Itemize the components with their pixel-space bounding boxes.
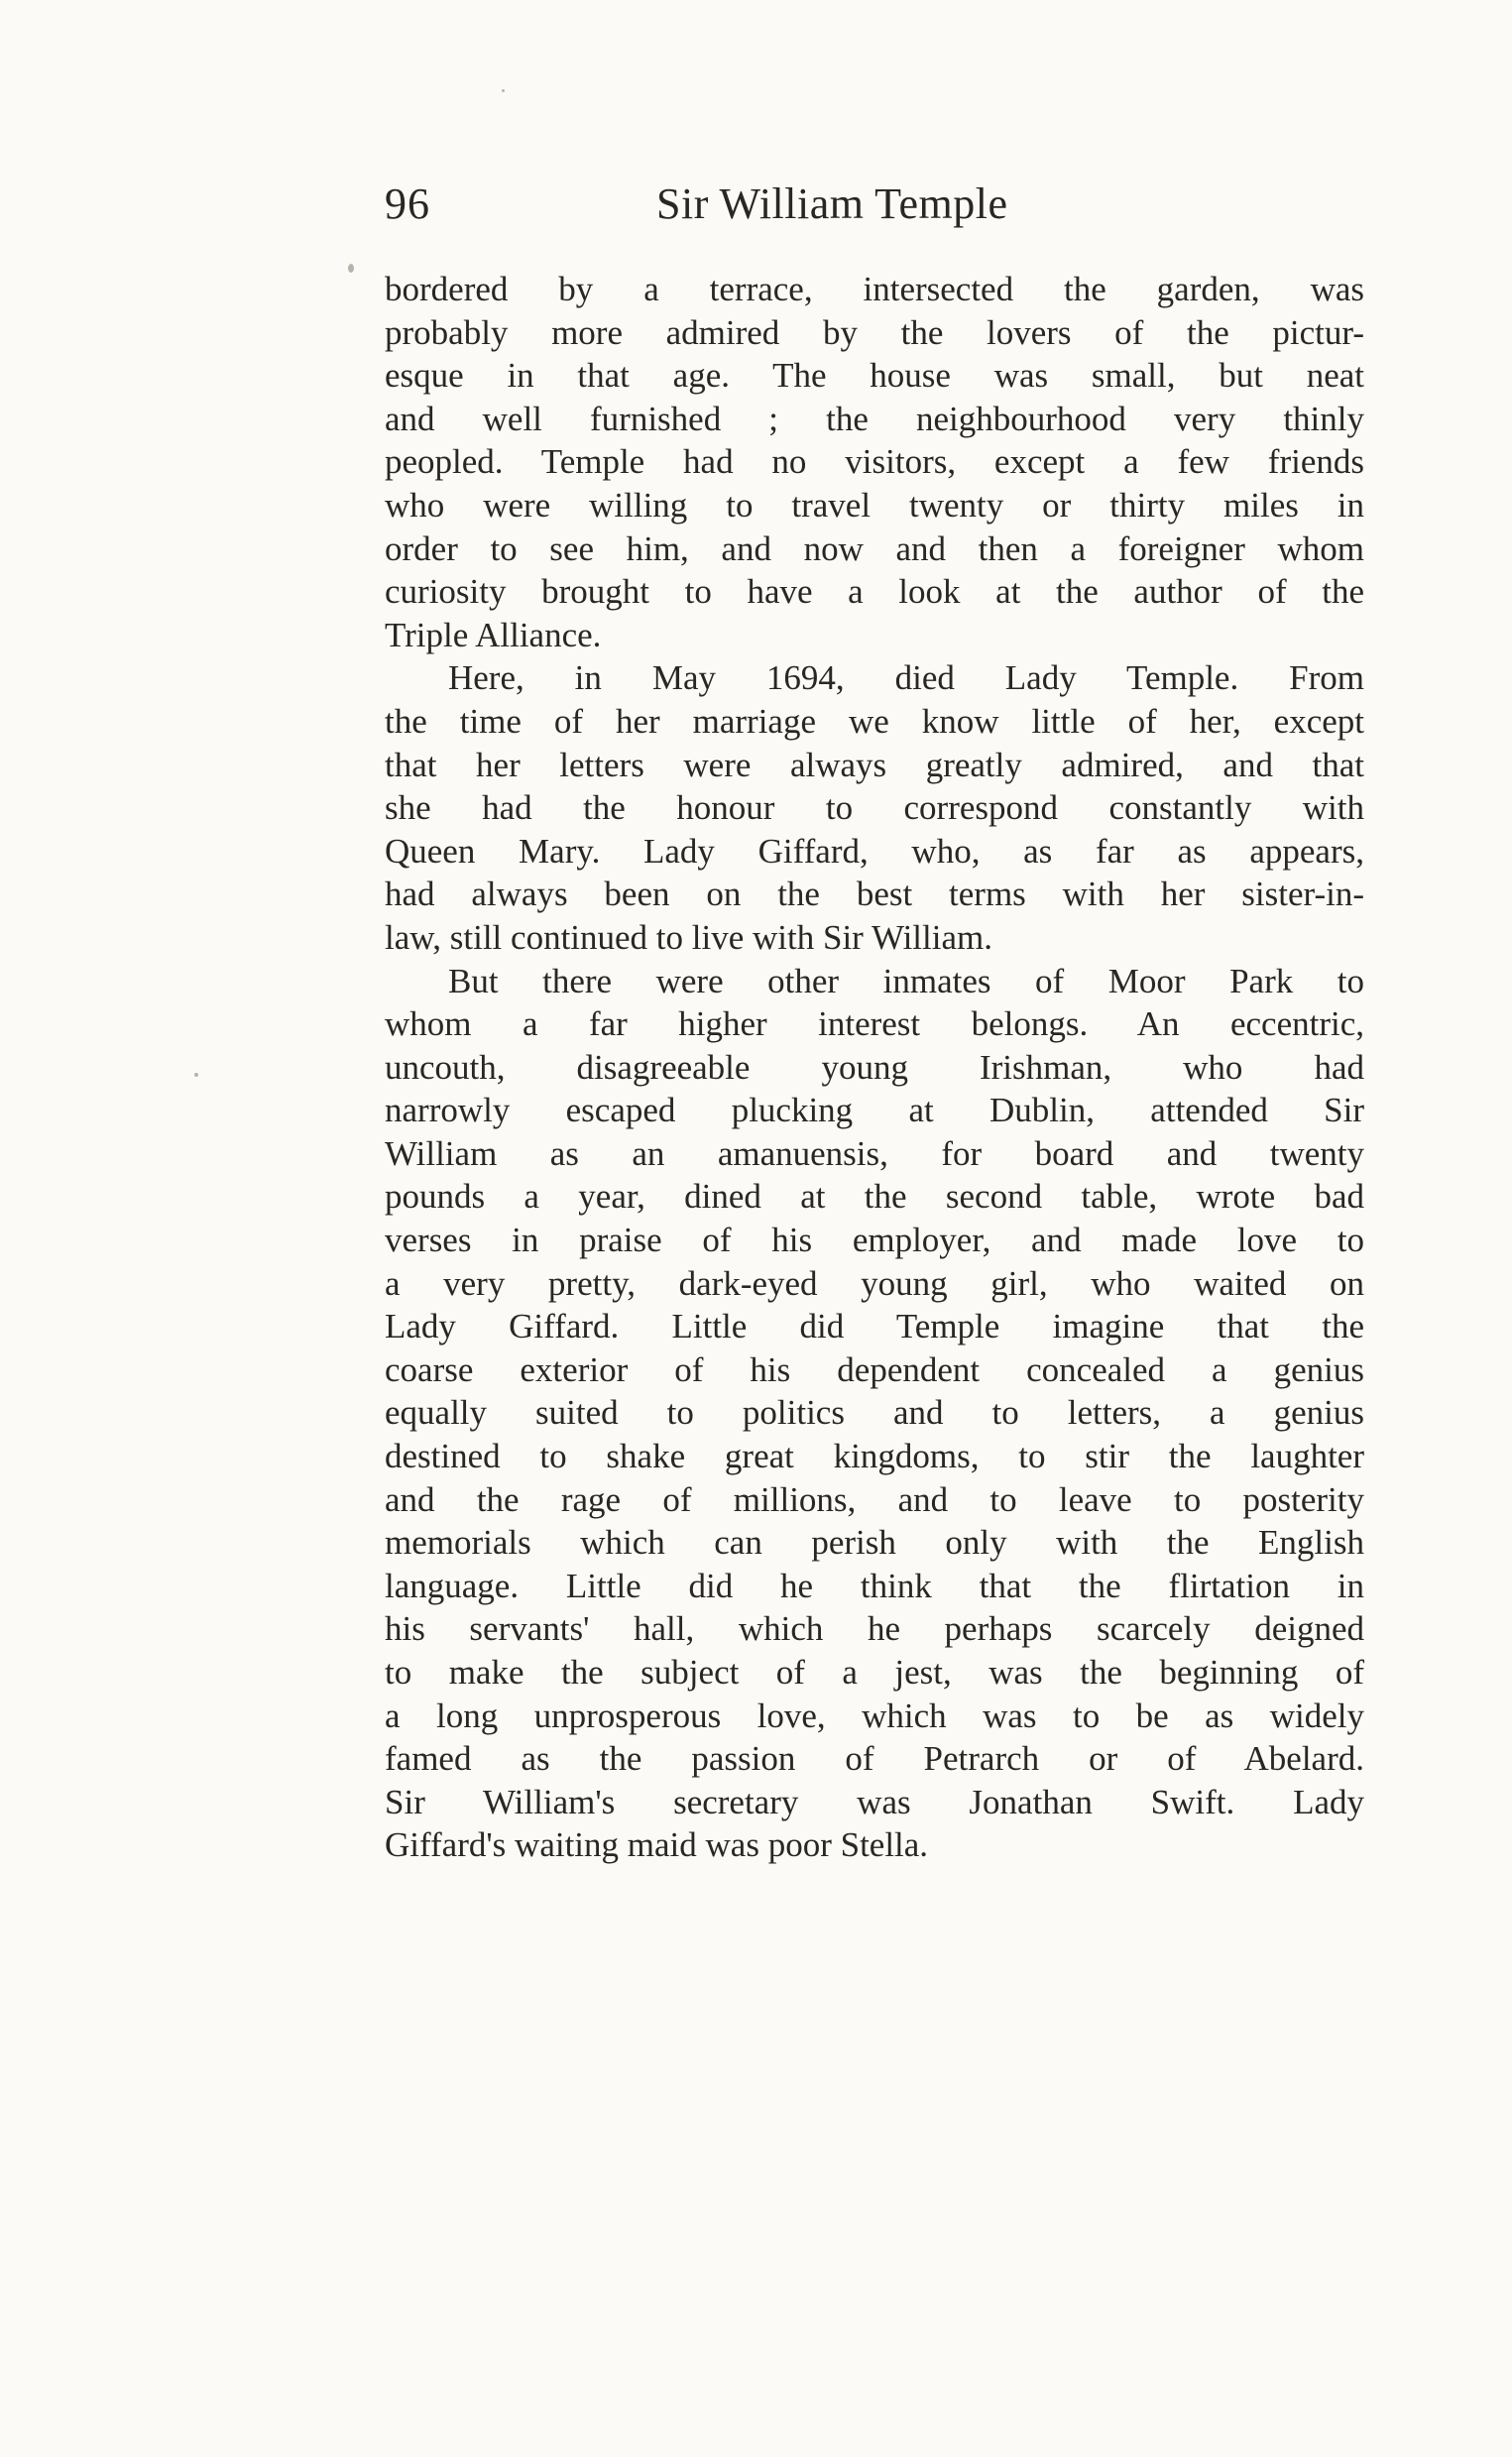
text-line: language. Little did he think that the flirtation in (385, 1566, 1364, 1605)
text-line: his servants' hall, which he perhaps scarcely deigned (385, 1609, 1364, 1649)
page-header (385, 175, 1364, 234)
text-line: Lady Giffard. Little did Temple imagine that the (385, 1307, 1364, 1346)
text-line: that her letters were always greatly admired, and that (385, 745, 1364, 784)
text-line: bordered by a terrace, intersected the garden, was (385, 270, 1364, 308)
text-line: verses in praise of his employer, and made love to (385, 1221, 1364, 1260)
text-line: pounds a year, dined at the second table, wrote bad (385, 1177, 1364, 1217)
text-line: peopled. Temple had no visitors, except a few friends (385, 442, 1364, 482)
text-line: had always been on the best terms with her sister-in- (385, 875, 1364, 914)
paragraph (385, 656, 1364, 959)
text-line: memorials which can perish only with the English (385, 1523, 1364, 1563)
text-line: to make the subject of a jest, was the beginning of (385, 1653, 1364, 1692)
body-text (385, 268, 1364, 1867)
text-line: Giffard's waiting maid was poor Stella. (385, 1825, 929, 1865)
text-line: uncouth, disagreeable young Irishman, who had (385, 1047, 1364, 1087)
text-line: order to see him, and now and then a foreigner whom (385, 528, 1364, 568)
running-title: Sir William Temple (656, 179, 1008, 228)
text-line: Queen Mary. Lady Giffard, who, as far as appears, (385, 831, 1364, 871)
text-line: narrowly escaped plucking at Dublin, attended Sir (385, 1091, 1364, 1130)
text-line: and well furnished ; the neighbourhood very thinly (385, 399, 1364, 438)
paper-speck (348, 264, 354, 273)
text-line: Here, in May 1694, died Lady Temple. From (448, 658, 1364, 698)
text-line: equally suited to politics and to letters, a genius (385, 1393, 1364, 1433)
text-line: the time of her marriage we know little of her, except (385, 701, 1364, 741)
text-line: whom a far higher interest belongs. An eccentric, (385, 1004, 1364, 1044)
text-line: she had the honour to correspond constantly with (385, 788, 1364, 828)
text-line: esque in that age. The house was small, but neat (385, 356, 1364, 396)
text-line: curiosity brought to have a look at the author of the (385, 572, 1364, 612)
text-line: a very pretty, dark-eyed young girl, who waited on (385, 1263, 1364, 1303)
text-line: Triple Alliance. (385, 615, 602, 654)
text-line: Sir William's secretary was Jonathan Swift. Lady (385, 1782, 1364, 1821)
text-line: law, still continued to live with Sir William. (385, 917, 992, 957)
text-line: destined to shake great kingdoms, to stir the laughter (385, 1437, 1364, 1476)
text-line: William as an amanuensis, for board and twenty (385, 1133, 1364, 1173)
paper-speck (194, 1073, 198, 1077)
paper-speck (502, 89, 505, 92)
paragraph (385, 268, 1364, 656)
text-line: coarse exterior of his dependent concealed a genius (385, 1349, 1364, 1389)
page-number: 96 (385, 179, 430, 228)
text-line: and the rage of millions, and to leave to posterity (385, 1479, 1364, 1519)
paragraph (385, 960, 1364, 1867)
text-line: But there were other inmates of Moor Park to (448, 961, 1364, 1000)
text-line: a long unprosperous love, which was to be as widely (385, 1696, 1364, 1735)
text-line: famed as the passion of Petrarch or of Abelard. (385, 1739, 1364, 1779)
text-line: who were willing to travel twenty or thirty miles in (385, 485, 1364, 525)
text-line: probably more admired by the lovers of the pictur- (385, 312, 1364, 352)
